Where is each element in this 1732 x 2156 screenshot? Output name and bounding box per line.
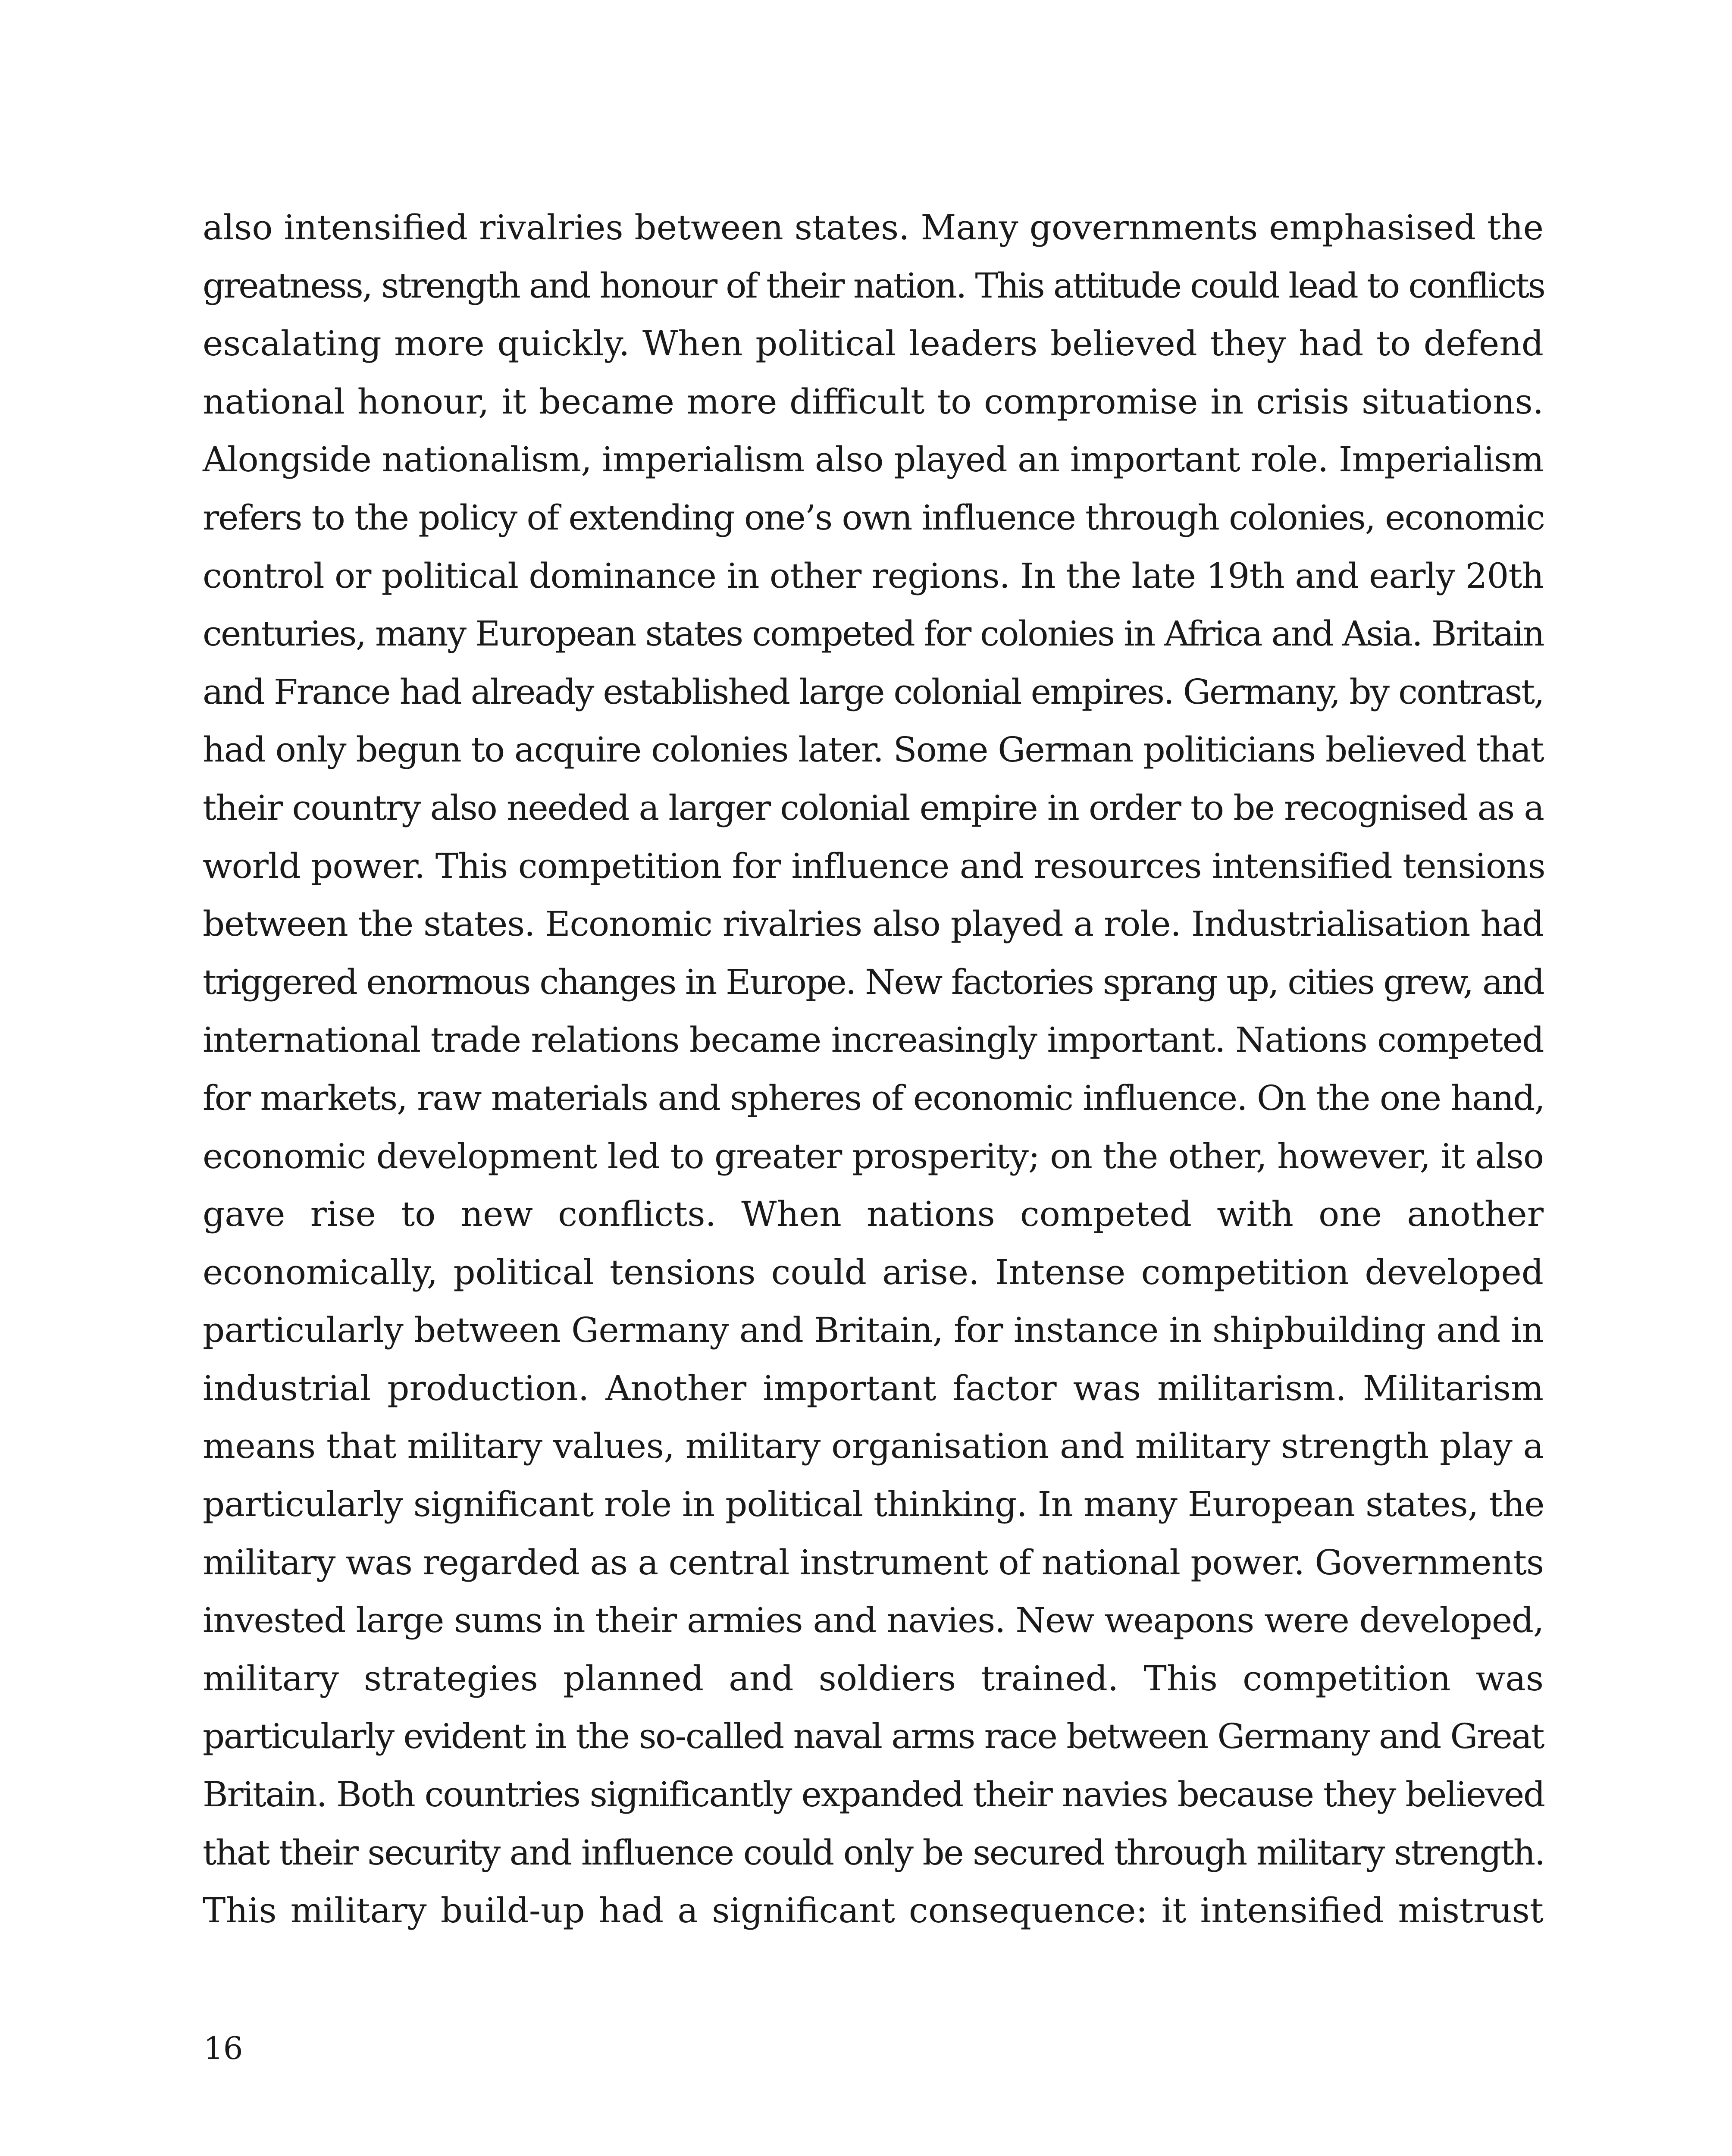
text-line: particularly significant role in political thinking. In many European states, the — [203, 1484, 1544, 1525]
text-line: control or political dominance in other regions. In the late 19th and early 20th — [203, 555, 1544, 596]
text-line: and France had already established large colonial empires. Germany, by contrast, — [203, 671, 1544, 712]
text-line: escalating more quickly. When political leaders believed they had to defend — [203, 323, 1544, 364]
text-line: national honour, it became more difficult to compromise in crisis situations. — [203, 381, 1544, 422]
page-number: 16 — [204, 2030, 243, 2066]
text-line: between the states. Economic rivalries also played a role. Industrialisation had — [203, 904, 1544, 944]
text-line: Britain. Both countries significantly expanded their navies because they believed — [203, 1774, 1544, 1815]
text-line: economically, political tensions could arise. Intense competition developed — [203, 1252, 1544, 1292]
text-line: for markets, raw materials and spheres of economic influence. On the one hand, — [203, 1078, 1544, 1118]
text-line: greatness, strength and honour of their nation. This attitude could lead to conflicts — [203, 265, 1544, 306]
text-line: gave rise to new conflicts. When nations competed with one another — [203, 1194, 1544, 1235]
text-line: had only begun to acquire colonies later. Some German politicians believed that — [203, 730, 1544, 770]
text-line: international trade relations became increasingly important. Nations competed — [203, 1020, 1544, 1060]
text-line: that their security and influence could only be secured through military strength. — [203, 1832, 1544, 1873]
body-text — [203, 199, 1544, 1940]
text-line: centuries, many European states competed for colonies in Africa and Asia. Britain — [203, 614, 1544, 654]
text-line: economic development led to greater prosperity; on the other, however, it also — [203, 1136, 1544, 1176]
text-line: world power. This competition for influence and resources intensified tensions — [203, 846, 1545, 886]
text-line: military strategies planned and soldiers trained. This competition was — [203, 1658, 1544, 1698]
text-line: means that military values, military organisation and military strength play a — [203, 1426, 1544, 1467]
text-line: military was regarded as a central instrument of national power. Governments — [203, 1542, 1544, 1583]
text-line: industrial production. Another important factor was militarism. Militarism — [203, 1368, 1544, 1408]
text-line: their country also needed a larger colonial empire in order to be recognised as a — [203, 787, 1544, 828]
text-line: invested large sums in their armies and navies. New weapons were developed, — [203, 1600, 1544, 1641]
text-line: particularly between Germany and Britain, for instance in shipbuilding and in — [203, 1310, 1544, 1351]
text-line: particularly evident in the so-called naval arms race between Germany and Great — [203, 1716, 1544, 1757]
text-line: Alongside nationalism, imperialism also played an important role. Imperialism — [203, 439, 1544, 480]
text-line: This military build-up had a significant consequence: it intensified mistrust — [203, 1890, 1544, 1931]
text-line: refers to the policy of extending one’s own influence through colonies, economic — [203, 497, 1544, 538]
text-line: also intensified rivalries between states. Many governments emphasised the — [203, 207, 1544, 248]
text-line: triggered enormous changes in Europe. New factories sprang up, cities grew, and — [203, 962, 1544, 1002]
